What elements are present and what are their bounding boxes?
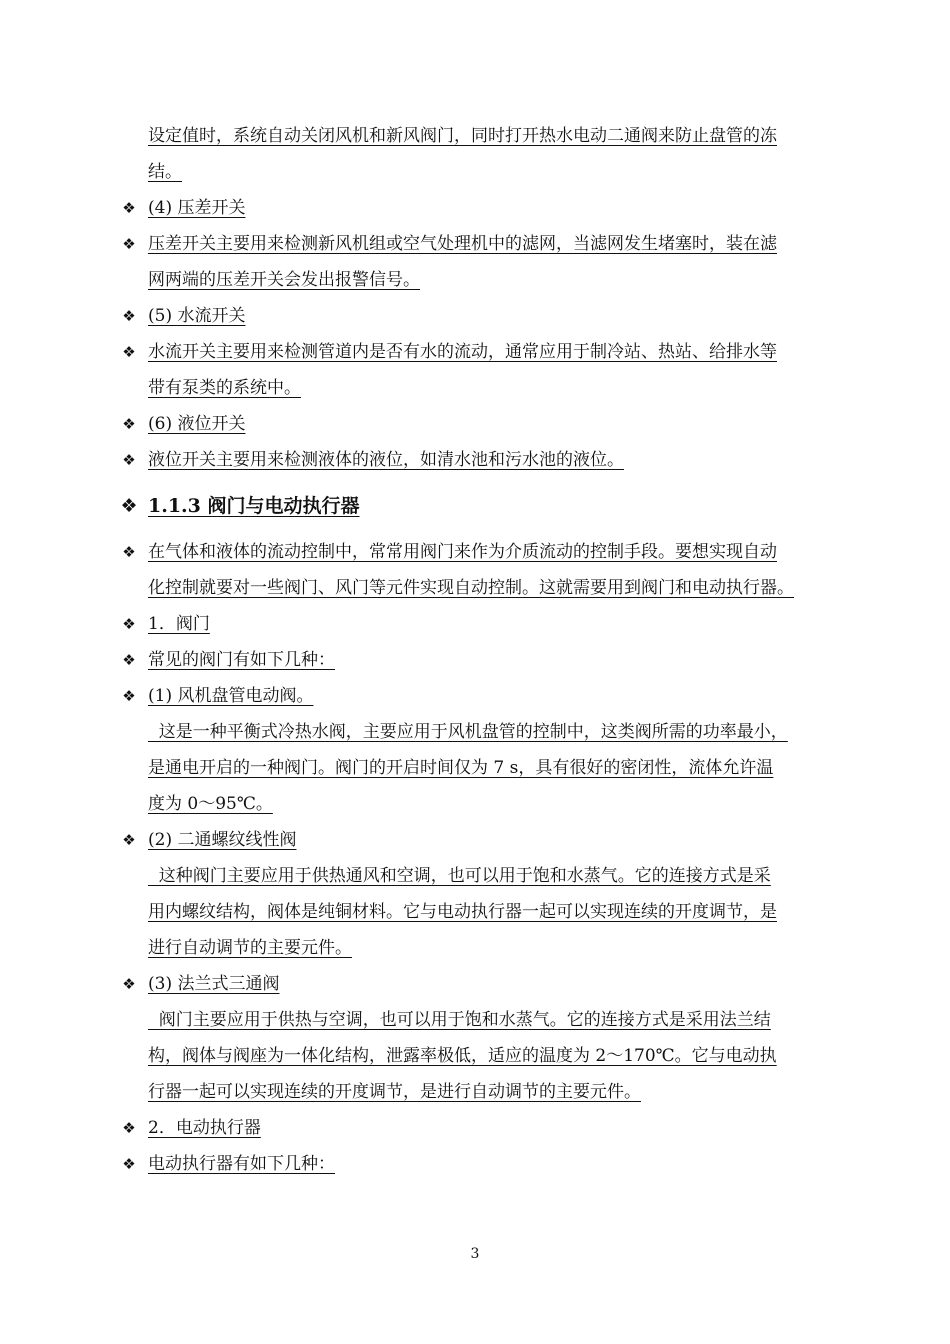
bullet-item (118, 1110, 878, 1146)
line-text: (3) 法兰式三通阀 (148, 974, 280, 994)
diamond-bullet-icon: ❖ (122, 543, 136, 561)
bullet-item (118, 442, 878, 478)
paragraph (118, 714, 878, 822)
text-line (118, 118, 878, 154)
line-text: 压差开关主要用来检测新风机组或空气处理机中的滤网，当滤网发生堵塞时，装在滤 (148, 234, 777, 254)
text-line (118, 442, 878, 478)
diamond-bullet-icon: ❖ (120, 495, 138, 517)
line-text: 1．阀门 (148, 614, 210, 634)
text-line (118, 1146, 878, 1182)
text-line (118, 1002, 878, 1038)
text-line (118, 226, 878, 262)
heading-text: 1.1.3 阀门与电动执行器 (148, 495, 360, 517)
text-line (118, 750, 878, 786)
line-text: (2) 二通螺纹线性阀 (148, 830, 297, 850)
diamond-bullet-icon: ❖ (122, 975, 136, 993)
diamond-bullet-icon: ❖ (122, 651, 136, 669)
line-text: (6) 液位开关 (148, 414, 246, 434)
bullet-item (118, 406, 878, 442)
line-text: 化控制就要对一些阀门、风门等元件实现自动控制。这就需要用到阀门和电动执行器。 (148, 578, 794, 598)
diamond-bullet-icon: ❖ (122, 235, 136, 253)
text-line (118, 786, 878, 822)
diamond-bullet-icon: ❖ (122, 615, 136, 633)
line-text: 用内螺纹结构，阀体是纯铜材料。它与电动执行器一起可以实现连续的开度调节，是 (148, 902, 777, 922)
text-line (118, 1038, 878, 1074)
bullet-item (118, 678, 878, 714)
bullet-item (118, 1146, 878, 1182)
line-text: 度为 0～95℃。 (148, 794, 273, 814)
bullet-item (118, 334, 878, 406)
text-line (118, 930, 878, 966)
line-text: 电动执行器有如下几种： (148, 1154, 335, 1174)
line-text: 水流开关主要用来检测管道内是否有水的流动，通常应用于制冷站、热站、给排水等 (148, 342, 777, 362)
text-line (118, 966, 878, 1002)
diamond-bullet-icon: ❖ (122, 451, 136, 469)
bullet-item (118, 606, 878, 642)
bullet-item (118, 226, 878, 298)
line-text: 设定值时，系统自动关闭风机和新风阀门，同时打开热水电动二通阀来防止盘管的冻 (148, 126, 777, 146)
line-text: (5) 水流开关 (148, 306, 246, 326)
bullet-item (118, 190, 878, 226)
section-heading (118, 486, 878, 526)
text-line (118, 262, 878, 298)
line-text: 这是一种平衡式冷热水阀，主要应用于风机盘管的控制中，这类阀所需的功率最小， (148, 722, 788, 742)
line-text: 在气体和液体的流动控制中，常常用阀门来作为介质流动的控制手段。要想实现自动 (148, 542, 777, 562)
line-text: 行器一起可以实现连续的开度调节，是进行自动调节的主要元件。 (148, 1082, 641, 1102)
text-line (118, 190, 878, 226)
paragraph (118, 1002, 878, 1110)
text-line (118, 642, 878, 678)
diamond-bullet-icon: ❖ (122, 307, 136, 325)
paragraph (118, 118, 878, 190)
diamond-bullet-icon: ❖ (122, 199, 136, 217)
diamond-bullet-icon: ❖ (122, 1155, 136, 1173)
text-line (118, 894, 878, 930)
line-text: 是通电开启的一种阀门。阀门的开启时间仅为 7 s，具有很好的密闭性，流体允许温 (148, 758, 774, 778)
text-line (118, 334, 878, 370)
diamond-bullet-icon: ❖ (122, 831, 136, 849)
bullet-item (118, 534, 878, 606)
bullet-item (118, 642, 878, 678)
bullet-item (118, 822, 878, 858)
line-text: 阀门主要应用于供热与空调，也可以用于饱和水蒸气。它的连接方式是采用法兰结 (148, 1010, 771, 1030)
diamond-bullet-icon: ❖ (122, 1119, 136, 1137)
text-line (118, 534, 878, 570)
text-line (118, 406, 878, 442)
diamond-bullet-icon: ❖ (122, 687, 136, 705)
text-line (118, 858, 878, 894)
line-text: 这种阀门主要应用于供热通风和空调，也可以用于饱和水蒸气。它的连接方式是采 (148, 866, 771, 886)
text-line (118, 678, 878, 714)
bullet-item (118, 966, 878, 1002)
line-text: (4) 压差开关 (148, 198, 246, 218)
line-text: 构，阀体与阀座为一体化结构，泄露率极低，适应的温度为 2～170℃。它与电动执 (148, 1046, 777, 1066)
text-line (118, 1110, 878, 1146)
line-text: 2．电动执行器 (148, 1118, 261, 1138)
text-line (118, 1074, 878, 1110)
line-text: 结。 (148, 162, 182, 182)
page-content (118, 118, 878, 1182)
line-text: 网两端的压差开关会发出报警信号。 (148, 270, 420, 290)
paragraph (118, 858, 878, 966)
text-line (118, 714, 878, 750)
diamond-bullet-icon: ❖ (122, 415, 136, 433)
text-line (118, 486, 878, 526)
line-text: 进行自动调节的主要元件。 (148, 938, 352, 958)
bullet-item (118, 298, 878, 334)
diamond-bullet-icon: ❖ (122, 343, 136, 361)
text-line (118, 370, 878, 406)
line-text: 液位开关主要用来检测液体的液位，如清水池和污水池的液位。 (148, 450, 624, 470)
line-text: (1) 风机盘管电动阀。 (148, 686, 314, 706)
text-line (118, 606, 878, 642)
text-line (118, 298, 878, 334)
page-number: 3 (470, 1246, 480, 1262)
text-line (118, 822, 878, 858)
line-text: 带有泵类的系统中。 (148, 378, 301, 398)
text-line (118, 154, 878, 190)
line-text: 常见的阀门有如下几种： (148, 650, 335, 670)
text-line (118, 570, 878, 606)
